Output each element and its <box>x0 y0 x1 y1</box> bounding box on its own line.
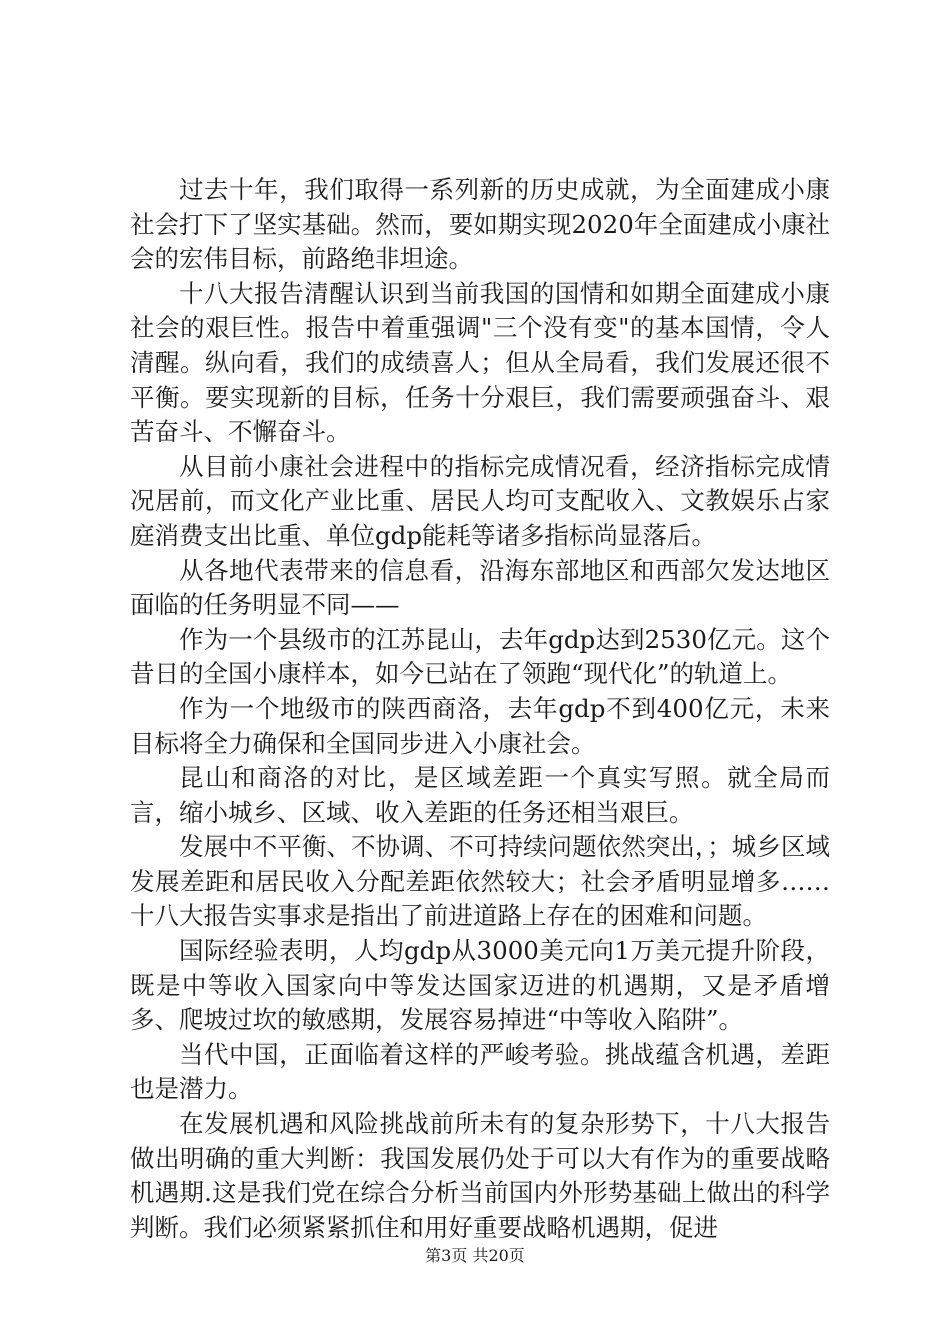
paragraph-10: 当代中国，正面临着这样的严峻考验。挑战蕴含机遇，差距也是潜力。 <box>130 1039 830 1104</box>
paragraph-6: 作为一个地级市的陕西商洛，去年gdp不到400亿元，未来目标将全力确保和全国同步进入小康社会。 <box>130 693 830 758</box>
paragraph-4: 从各地代表带来的信息看，沿海东部地区和西部欠发达地区面临的任务明显不同—— <box>130 555 830 620</box>
paragraph-5: 作为一个县级市的江苏昆山，去年gdp达到2530亿元。这个昔日的全国小康样本，如今已站在了领跑“现代化”的轨道上。 <box>130 624 830 689</box>
paragraph-1: 过去十年，我们取得一系列新的历史成就，为全面建成小康社会打下了坚实基础。然而，要如期实现2020年全面建成小康社会的宏伟目标，前路绝非坦途。 <box>130 175 830 274</box>
page-footer: 第3页 共20页 <box>425 1246 525 1265</box>
paragraph-2: 十八大报告清醒认识到当前我国的国情和如期全面建成小康社会的艰巨性。报告中着重强调"三个没有变"的基本国情，令人清醒。纵向看，我们的成绩喜人；但从全局看，我们发展还很不平衡。要实现新的目标，任务十分艰巨，我们需要顽强奋斗、艰苦奋斗、不懈奋斗。 <box>130 278 830 447</box>
paragraph-9: 国际经验表明，人均gdp从3000美元向1万美元提升阶段，既是中等收入国家向中等发达国家迈进的机遇期，又是矛盾增多、爬坡过坎的敏感期，发展容易掉进“中等收入陷阱”。 <box>130 936 830 1035</box>
paragraph-8: 发展中不平衡、不协调、不可持续问题依然突出，；城乡区域发展差距和居民收入分配差距依然较大；社会矛盾明显增多……十八大报告实事求是指出了前进道路上存在的困难和问题。 <box>130 832 830 931</box>
paragraph-3: 从目前小康社会进程中的指标完成情况看，经济指标完成情况居前，而文化产业比重、居民人均可支配收入、文教娱乐占家庭消费支出比重、单位gdp能耗等诸多指标尚显落后。 <box>130 451 830 550</box>
document-body <box>130 173 830 1245</box>
paragraph-7: 昆山和商洛的对比，是区域差距一个真实写照。就全局而言，缩小城乡、区域、收入差距的任务还相当艰巨。 <box>130 763 830 827</box>
paragraph-11: 在发展机遇和风险挑战前所未有的复杂形势下，十八大报告做出明确的重大判断：我国发展仍处于可以大有作为的重要战略机遇期.这是我们党在综合分析当前国内外形势基础上做出的科学判断。我们必须紧紧抓住和用好重要战略机遇期，促进 <box>130 1109 830 1242</box>
